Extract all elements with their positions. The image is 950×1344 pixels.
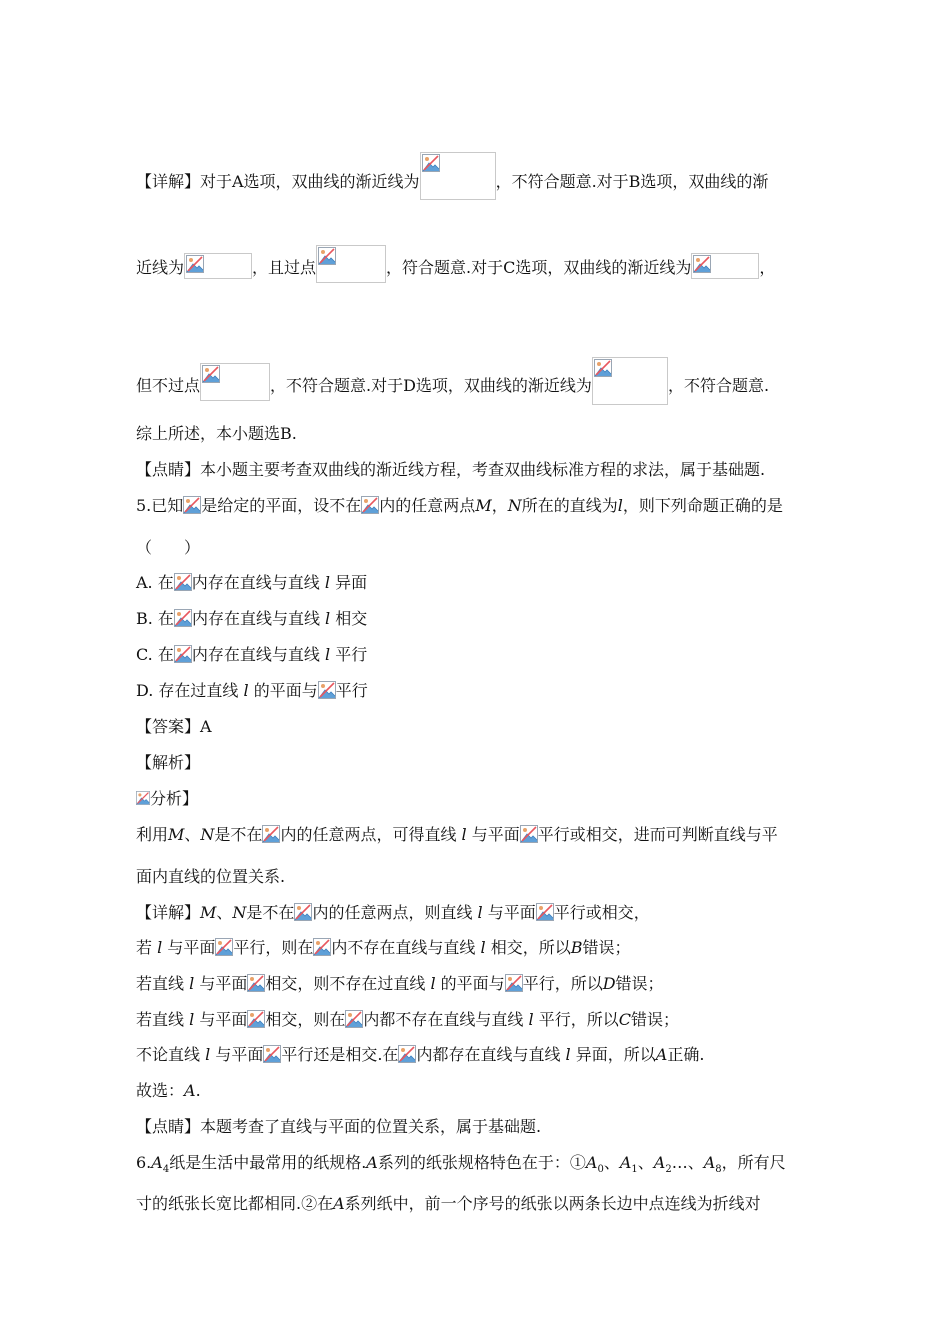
summary-line: 综上所述，本小题选B. (136, 424, 297, 443)
q5-analysis-title: 【解析】 (136, 753, 201, 772)
q5-stem: 5.已知 是给定的平面，设不在 内的任意两点M，N所在的直线为l，则下列命题正确的是 (136, 496, 783, 515)
q5-option-d: D. 存在过直线 l 的平面与 平行 (136, 681, 368, 700)
comment-line: 【点睛】本小题主要考查双曲线的渐近线方程，考查双曲线标准方程的求法，属于基础题. (136, 460, 766, 479)
broken-image-icon (186, 255, 204, 273)
plane-alpha-image (313, 938, 331, 956)
plane-alpha-image (247, 1010, 265, 1028)
plane-alpha-image (174, 609, 192, 627)
plane-alpha-image (263, 1045, 281, 1063)
broken-image-icon (136, 789, 150, 807)
plane-alpha-image (247, 974, 265, 992)
q5-analysis-line-1: 利用M、N是不在 内的任意两点，可得直线 l 与平面 平行或相交，进而可判断直线与平 (136, 825, 778, 844)
point-image (316, 245, 386, 283)
plane-alpha-image (215, 938, 233, 956)
formula-image (420, 152, 496, 200)
broken-image-icon (422, 154, 440, 172)
q5-detail-line-2: 若 l 与平面 平行，则在 内不存在直线与直线 l 相交，所以B错误； (136, 938, 631, 957)
q6-stem-line-1: $6.A_4$纸是生活中最常用的纸规格.A系列的纸张规格特色在于：$①A_0$、$A_1$、$A_2\dots$、$A_8$，所有尺 (136, 1153, 786, 1176)
plane-alpha-image (345, 1010, 363, 1028)
formula-image (184, 253, 252, 279)
q5-detail-line-1: 【详解】M、N是不在 内的任意两点，则直线 l 与平面 平行或相交， (136, 903, 650, 922)
formula-image (691, 253, 759, 279)
q5-option-b: B. 在 内存在直线与直线 l 相交 (136, 609, 368, 628)
paragraph-line-3: 但不过点 ，不符合题意.对于D选项，双曲线的渐近线为 ，不符合题意. (136, 357, 816, 405)
plane-alpha-image (294, 903, 312, 921)
q5-analysis-header: 分析】 (136, 788, 816, 810)
broken-image-icon (318, 247, 336, 265)
q6-stem-line-2: 寸的纸张长宽比都相同.②在A系列纸中，前一个序号的纸张以两条长边中点连线为折线对 (136, 1194, 761, 1213)
paragraph-line-2: 近线为 ，且过点 ，符合题意.对于C选项，双曲线的渐近线为 ， (136, 245, 816, 283)
q5-option-a: A. 在 内存在直线与直线 l 异面 (136, 573, 368, 592)
plane-alpha-image (318, 681, 336, 699)
q5-detail-line-3: 若直线 l 与平面 相交，则不存在过直线 l 的平面与 平行，所以D错误； (136, 974, 664, 993)
plane-alpha-image (262, 825, 280, 843)
q5-analysis-line-2: 面内直线的位置关系. (136, 867, 286, 886)
point-image (200, 363, 270, 401)
q5-paren: （ ） (136, 538, 201, 557)
plane-alpha-image (520, 825, 538, 843)
broken-image-icon (693, 255, 711, 273)
plane-alpha-image (505, 974, 523, 992)
formula-image (592, 357, 668, 405)
plane-alpha-image (174, 573, 192, 591)
paragraph-line-1: 【详解】对于A选项，双曲线的渐近线为 ，不符合题意.对于B选项，双曲线的渐 (136, 152, 816, 200)
plane-alpha-image (536, 903, 554, 921)
plane-alpha-image (361, 496, 379, 514)
plane-alpha-image (174, 645, 192, 663)
q5-option-c: C. 在 内存在直线与直线 l 平行 (136, 645, 368, 664)
q5-detail-line-4: 若直线 l 与平面 相交，则在 内都不存在直线与直线 l 平行，所以C错误； (136, 1010, 679, 1029)
q5-answer: 【答案】A (136, 717, 212, 736)
plane-alpha-image (398, 1045, 416, 1063)
plane-alpha-image (183, 496, 201, 514)
broken-image-icon (202, 365, 220, 383)
q5-detail-line-5: 不论直线 l 与平面 平行还是相交.在 内都存在直线与直线 l 异面，所以A正确. (136, 1045, 705, 1064)
broken-image-icon (594, 359, 612, 377)
q5-comment: 【点睛】本题考查了直线与平面的位置关系，属于基础题. (136, 1117, 542, 1136)
q5-choose: 故选：A. (136, 1081, 201, 1100)
